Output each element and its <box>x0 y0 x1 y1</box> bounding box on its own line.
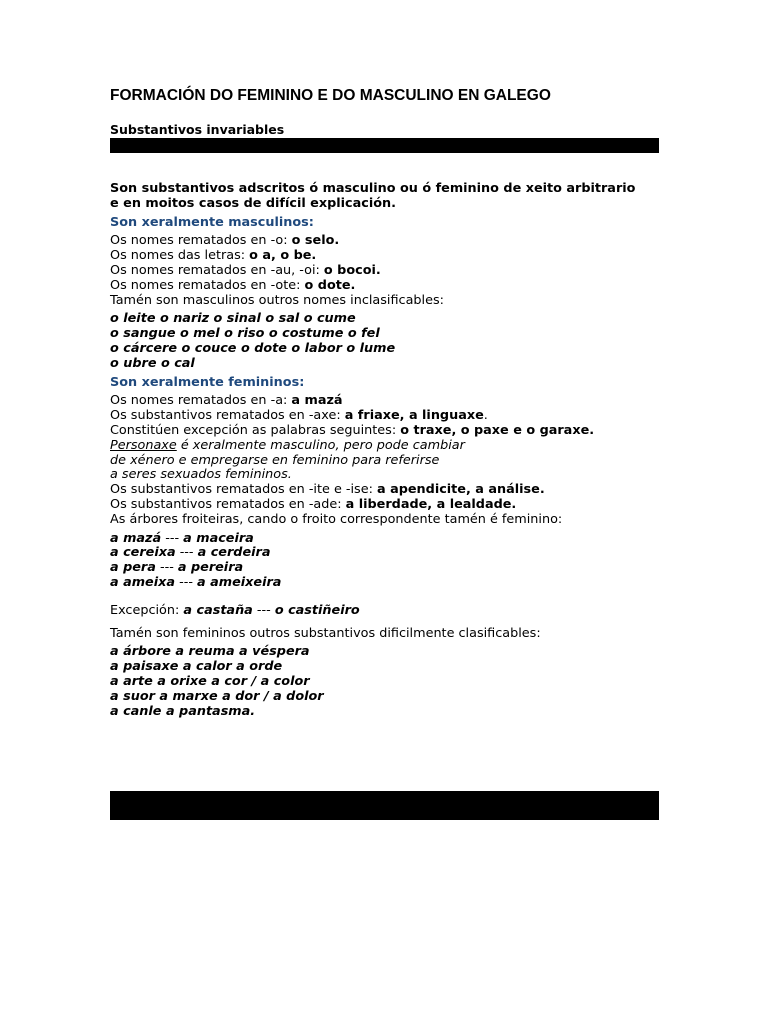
section-subtitle: Substantivos invariables <box>110 122 285 137</box>
rule-line: Personaxe é xeralmente masculino, pero pode cambiar <box>110 437 465 453</box>
rule-line: Constitúen excepción as palabras seguintes: o traxe, o paxe e o garaxe. <box>110 422 595 438</box>
exception-line: Excepción: a castaña --- o castiñeiro <box>110 602 360 618</box>
tree-line: a mazá --- a maceira <box>110 530 254 546</box>
intro-line: e en moitos casos de difícil explicación. <box>110 195 397 211</box>
rule-line: Os substantivos rematados en -ite e -ise: a apendicite, a análise. <box>110 482 545 498</box>
intro-line: Son substantivos adscritos ó masculino ou ó feminino de xeito arbitrario <box>110 181 636 196</box>
tree-line: a pera --- a pereira <box>110 560 244 576</box>
document-body <box>110 182 659 719</box>
rule-line: Os nomes rematados en -o: o selo. <box>110 233 340 249</box>
tree-line: a cereixa --- a cerdeira <box>110 545 271 561</box>
rule-line: Os substantivos rematados en -axe: a friaxe, a linguaxe. <box>110 408 488 424</box>
example-line: o cárcere o couce o dote o labor o lume <box>110 340 396 356</box>
rule-line: As árbores froiteiras, cando o froito correspondente tamén é feminino: <box>110 511 563 527</box>
document-title: FORMACIÓN DO FEMININO E DO MASCULINO EN GALEGO <box>110 87 551 104</box>
rule-line: Tamén son masculinos outros nomes inclasificables: <box>110 292 444 308</box>
example-line: a suor a marxe a dor / a dolor <box>110 688 324 704</box>
rule-line: a seres sexuados femininos. <box>110 467 292 483</box>
rule-line: Os substantivos rematados en -ade: a liberdade, a lealdade. <box>110 496 517 512</box>
example-line: o ubre o cal <box>110 355 195 371</box>
example-line: o sangue o mel o riso o costume o fel <box>110 326 380 342</box>
example-line: a árbore a reuma a véspera <box>110 644 310 660</box>
example-line: a paisaxe a calor a orde <box>110 659 283 675</box>
example-line: o leite o nariz o sinal o sal o cume <box>110 311 356 327</box>
feminine-heading: Son xeralmente femininos: <box>110 374 305 390</box>
rule-line: Os nomes rematados en -ote: o dote. <box>110 277 356 293</box>
black-bar-top <box>110 138 659 153</box>
example-line: a arte a orixe a cor / a color <box>110 673 310 689</box>
rule-line: Tamén son femininos outros substantivos dificilmente clasificables: <box>110 625 541 641</box>
rule-line: Os nomes rematados en -au, -oi: o bocoi. <box>110 262 381 278</box>
example-line: a canle a pantasma. <box>110 703 256 719</box>
rule-line: Os nomes rematados en -a: a mazá <box>110 393 343 409</box>
black-bar-bottom <box>110 791 659 820</box>
masculine-heading: Son xeralmente masculinos: <box>110 214 314 230</box>
tree-line: a ameixa --- a ameixeira <box>110 574 282 590</box>
rule-line: Os nomes das letras: o a, o be. <box>110 248 317 264</box>
rule-line: de xénero e empregarse en feminino para referirse <box>110 452 440 468</box>
